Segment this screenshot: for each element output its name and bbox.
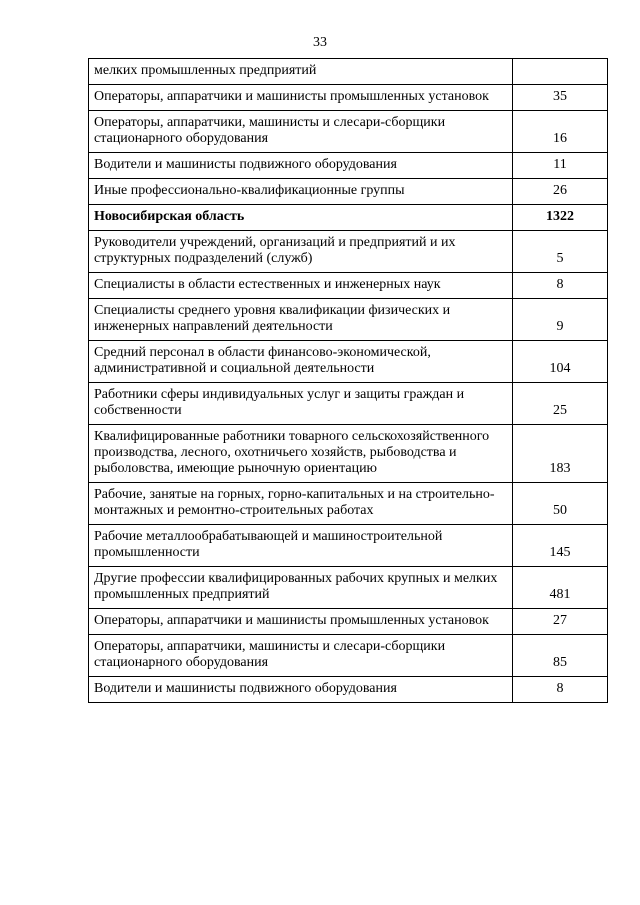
occupation-name: Новосибирская область: [94, 209, 245, 224]
table-row: [89, 153, 608, 179]
table-row: [89, 273, 608, 299]
occupation-name-cell: [89, 273, 513, 299]
occupation-count: 25: [513, 383, 608, 425]
occupation-name-cell: [89, 299, 513, 341]
occupation-name: Рабочие, занятые на горных, горно-капитальных и на строительно-монтажных и ремонтно-строительных работах: [94, 487, 495, 518]
occupation-count: 27: [513, 609, 608, 635]
occupation-name-cell: [89, 153, 513, 179]
occupation-count: 9: [513, 299, 608, 341]
occupation-name: Руководители учреждений, организаций и предприятий и их структурных подразделений (служб): [94, 235, 456, 266]
occupation-count: 16: [513, 111, 608, 153]
occupation-name: Специалисты среднего уровня квалификации физических и инженерных направлений деятельности: [94, 303, 451, 334]
occupation-name: Операторы, аппаратчики, машинисты и слесари-сборщики стационарного оборудования: [94, 115, 446, 146]
occupation-name: Работники сферы индивидуальных услуг и защиты граждан и собственности: [94, 387, 465, 418]
occupation-count: 26: [513, 179, 608, 205]
occupation-name: Операторы, аппаратчики и машинисты промышленных установок: [94, 613, 489, 628]
occupation-name-cell: [89, 383, 513, 425]
occupation-name-cell: [89, 425, 513, 483]
occupation-name-cell: [89, 525, 513, 567]
occupation-name: Другие профессии квалифицированных рабочих крупных и мелких промышленных предприятий: [94, 571, 498, 602]
occupation-name-cell: [89, 341, 513, 383]
occupation-name-cell: [89, 635, 513, 677]
table-row: [89, 205, 608, 231]
occupation-name: Операторы, аппаратчики, машинисты и слесари-сборщики стационарного оборудования: [94, 639, 446, 670]
occupation-name: Операторы, аппаратчики и машинисты промышленных установок: [94, 89, 489, 104]
occupation-name: Средний персонал в области финансово-экономической, административной и социальной деятельности: [94, 345, 431, 376]
table-row: [89, 609, 608, 635]
occupation-count: 8: [513, 273, 608, 299]
table-row: [89, 85, 608, 111]
table-row: [89, 179, 608, 205]
table-row: [89, 425, 608, 483]
occupation-count: 85: [513, 635, 608, 677]
occupation-name: Иные профессионально-квалификационные группы: [94, 183, 405, 198]
occupation-name-cell: [89, 609, 513, 635]
occupation-count: 145: [513, 525, 608, 567]
table-row: [89, 567, 608, 609]
page-number: 33: [313, 35, 327, 50]
table-row: [89, 483, 608, 525]
occupation-name: Водители и машинисты подвижного оборудования: [94, 681, 397, 696]
table-row: [89, 525, 608, 567]
occupation-name: Квалифицированные работники товарного сельскохозяйственного производства, лесного, охотничьего хозяйств, рыбоводства и рыболовства, имеющие рыночную ориентацию: [94, 429, 490, 476]
occupation-count: [513, 59, 608, 85]
table-row: [89, 111, 608, 153]
table-row: [89, 635, 608, 677]
occupation-name-cell: [89, 205, 513, 231]
occupation-count: 35: [513, 85, 608, 111]
occupation-count: 5: [513, 231, 608, 273]
occupation-name-cell: [89, 677, 513, 703]
occupation-count: 481: [513, 567, 608, 609]
occupation-count: 104: [513, 341, 608, 383]
occupation-name-cell: [89, 179, 513, 205]
occupation-table: [88, 58, 608, 703]
occupation-name: Специалисты в области естественных и инженерных наук: [94, 277, 441, 292]
occupation-count: 183: [513, 425, 608, 483]
occupation-name: Рабочие металлообрабатывающей и машиностроительной промышленности: [94, 529, 443, 560]
occupation-name: мелких промышленных предприятий: [94, 63, 317, 78]
occupation-name-cell: [89, 85, 513, 111]
table-row: [89, 383, 608, 425]
occupation-name-cell: [89, 111, 513, 153]
occupation-count: 50: [513, 483, 608, 525]
occupation-name-cell: [89, 59, 513, 85]
occupation-name-cell: [89, 567, 513, 609]
occupation-count: 8: [513, 677, 608, 703]
occupation-count: 11: [513, 153, 608, 179]
occupation-name-cell: [89, 483, 513, 525]
occupation-name: Водители и машинисты подвижного оборудования: [94, 157, 397, 172]
table-body: [89, 59, 608, 703]
table-row: [89, 299, 608, 341]
table-row: [89, 677, 608, 703]
table-row: [89, 231, 608, 273]
table-row: [89, 59, 608, 85]
table-row: [89, 341, 608, 383]
occupation-count: 1322: [513, 205, 608, 231]
occupation-name-cell: [89, 231, 513, 273]
